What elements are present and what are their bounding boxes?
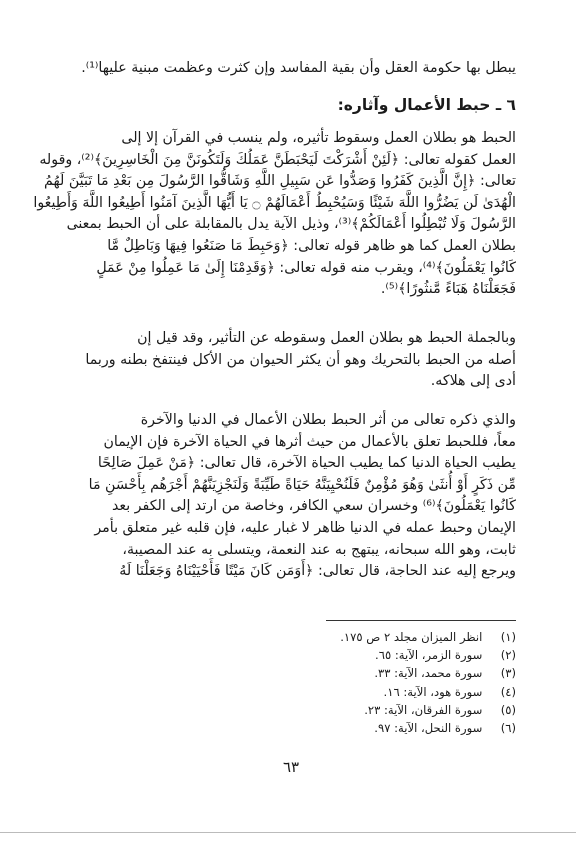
text-line: يبطل بها حكومة العقل وأن بقية المفاسد وإن كثرت وعظمت مبنية عليها⁽¹⁾. <box>81 60 516 76</box>
footnote-item <box>66 683 516 701</box>
footnote-item <box>66 664 516 682</box>
text-line: يطيب الحياة الدنيا كما يطيب الحياة الآخرة، قال تعالى: ﴿مَنْ عَمِلَ صَالِحًا <box>97 455 516 472</box>
text-line: أدى إلى هلاكه. <box>430 373 516 390</box>
text-line: بطلان العمل كما هو ظاهر قوله تعالى: ﴿وَحَبِطَ مَا صَنَعُوا فِيهَا وَبَاطِلٌ مَّا <box>107 237 516 254</box>
section-heading: ٦ ـ حبط الأعمال وآثاره: <box>337 96 516 114</box>
page-number: ٦٣ <box>282 758 300 776</box>
paragraph-2 <box>66 328 516 393</box>
text-line: فَجَعَلْنَاهُ هَبَاءً مَّنثُورًا﴾⁽⁵⁾. <box>380 281 516 298</box>
footnote-number: (٦) <box>500 721 516 736</box>
footnote-number: (٥) <box>500 702 516 717</box>
page-bottom-edge <box>0 832 576 833</box>
footnote-text: سورة النحل، الآية: ٩٧. <box>374 721 483 736</box>
text-line: كَانُوا يَعْمَلُونَ﴾⁽⁶⁾ وخسران سعي الكافر، وخاصة من ارتد إلى الكفر بعد <box>111 498 516 515</box>
text-line: والذي ذكره تعالى من أثر الحبط بطلان الأعمال في الدنيا والآخرة <box>140 412 516 428</box>
text-line: أصله من الحبط بالتحريك وهو أن يكثر الحيوان من الأكل فينتفخ بطنه وربما <box>85 351 516 368</box>
footnote-text: سورة الفرقان، الآية: ٢٣. <box>364 702 483 717</box>
footnote-item <box>66 701 516 719</box>
footnote-item <box>66 646 516 664</box>
book-page <box>33 0 516 848</box>
footnote-text: سورة الزمر، الآية: ٦٥. <box>375 648 483 663</box>
text-line: الْهُدَىٰ لَن يَضُرُّوا اللَّهَ شَيْئًا وَسَيُحْبِطُ أَعْمَالَهُمْ ۝ يَا أَيُّهَا الَّذِينَ آمَنُوا أَطِيعُوا اللَّهَ وَأَطِيعُوا <box>33 194 516 211</box>
footnote-item <box>66 719 516 737</box>
text-line: تعالى: ﴿إِنَّ الَّذِينَ كَفَرُوا وَصَدُّوا عَن سَبِيلِ اللَّهِ وَشَاقُّوا الرَّسُولَ مِن بَعْدِ مَا تَبَيَّنَ لَهُمُ <box>44 173 516 190</box>
text-line: الحبط هو بطلان العمل وسقوط تأثيره، ولم ينسب في القرآن إلا إلى <box>121 130 516 146</box>
footnote-divider <box>326 620 516 621</box>
paragraph-3 <box>66 410 516 583</box>
text-line: الرَّسُولَ وَلَا تُبْطِلُوا أَعْمَالَكُمْ﴾⁽³⁾، وذيل الآية يدل بالمقابلة على أن الحبط بمعنى <box>66 216 516 233</box>
text-line: العمل كقوله تعالى: ﴿لَئِنْ أَشْرَكْتَ لَيَحْبَطَنَّ عَمَلُكَ وَلَتَكُونَنَّ مِنَ الْخَاسِرِينَ﴾⁽²⁾، وقوله <box>39 151 516 168</box>
footnote-text: انظر الميزان مجلد ٢ ص ١٧٥. <box>340 630 483 644</box>
text-line: مِّن ذَكَرٍ أَوْ أُنثَىٰ وَهُوَ مُؤْمِنٌ فَلَنُحْيِيَنَّهُ حَيَاةً طَيِّبَةً وَلَنَجْزِيَنَّهُمْ أَجْرَهُم بِأَحْسَنِ مَا <box>88 476 516 493</box>
paragraph-1 <box>33 128 516 301</box>
footnotes <box>66 628 516 737</box>
text-line: معاً، فللحبط تعلق بالأعمال من حيث أثرها في الحياة الآخرة فإن الإيمان <box>103 433 516 450</box>
text-line: الإيمان وحبط عمله في الدنيا ظاهر لا غبار عليه، فإن قلبه غير متعلق بأمر <box>94 519 516 536</box>
footnote-text: سورة هود، الآية: ١٦. <box>383 684 483 699</box>
footnote-number: (٢) <box>500 648 516 663</box>
footnote-number: (٣) <box>500 666 516 681</box>
footnote-item <box>66 628 516 646</box>
footnote-text: سورة محمد، الآية: ٣٣. <box>374 666 483 681</box>
text-line: ويرجع إليه عند الحاجة، قال تعالى: ﴿أَوَمَن كَانَ مَيْتًا فَأَحْيَيْنَاهُ وَجَعَلْنَا لَهُ <box>119 563 516 580</box>
text-line: كَانُوا يَعْمَلُونَ﴾⁽⁴⁾، ويقرب منه قوله تعالى: ﴿وَقَدِمْنَا إِلَىٰ مَا عَمِلُوا مِنْ عَمَلٍ <box>96 259 516 276</box>
text-line: وبالجملة الحبط هو بطلان العمل وسقوطه عن التأثير، وقد قيل إن <box>137 330 516 346</box>
intro-paragraph <box>66 58 516 80</box>
text-line: ثابت، وهو الله سبحانه، يبتهج به عند النعمة، ويتسلى به عند المصيبة، <box>122 541 516 558</box>
footnote-number: (٤) <box>500 684 516 699</box>
footnote-number: (١) <box>500 630 516 644</box>
